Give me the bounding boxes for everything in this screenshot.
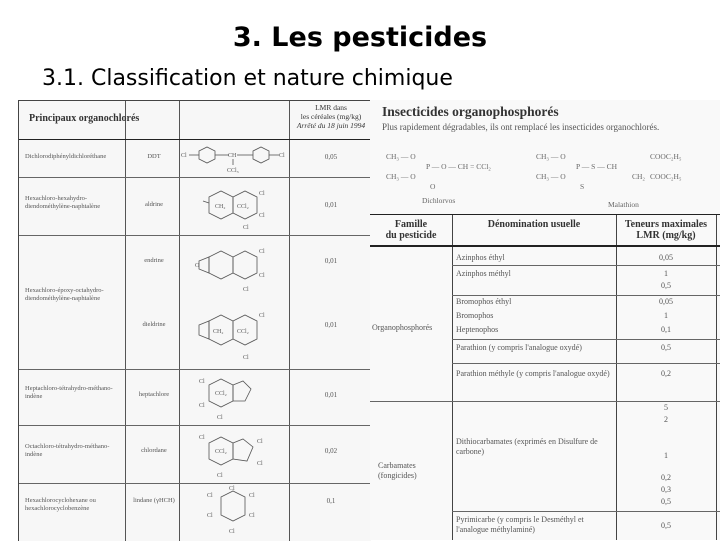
svg-text:Cl: Cl: [199, 435, 205, 441]
organophosphate-subtitle: Plus rapidement dégradables, ils ont remplacé les insecticides organochlorés.: [382, 122, 660, 132]
svg-text:Cl: Cl: [229, 529, 235, 535]
svg-text:CCl₂: CCl₂: [237, 204, 249, 210]
chlordane-structure-icon: [179, 429, 289, 481]
heptachlore-structure-icon: [179, 371, 289, 423]
svg-text:O: O: [195, 263, 200, 269]
svg-text:Cl: Cl: [257, 461, 263, 467]
list-item: Bromophos éthyl: [456, 297, 512, 306]
svg-text:Cl: Cl: [259, 213, 265, 219]
svg-text:Cl: Cl: [229, 486, 235, 492]
svg-text:Cl: Cl: [243, 355, 249, 361]
organochlorine-table-image: [18, 100, 371, 541]
list-item: Azinphos méthyl: [456, 269, 511, 278]
svg-text:Cl: Cl: [243, 287, 249, 293]
svg-text:CCl₃: CCl₃: [227, 168, 239, 174]
aldrine-structure-icon: [179, 181, 289, 233]
list-item: Azinphos éthyl: [456, 253, 505, 262]
table-row: Hexachloro-hexahydro-diendométhylène-naphtalène aldrine CH₂ CCl₂ Cl Cl Cl 0,01: [19, 177, 371, 236]
organophosphate-table: Famille du pesticide Dénomination usuelle Teneurs maximales LMR (mg/kg) Organophosphorés Carbamates (fongicides) Azinphos éthyl 0,05 Azinphos méthyl 1 0,5 Bromophos éthyl 0,05 Bromophos 1 Heptenophos 0,1 Parathion (y compris l'analogue oxydé) 0,5 Parathion méthyle (y compris l'analogue oxydé) 0,2 Dithiocarbamates (exprimés en Disulfure de carbone) 5 2 1 0,2 0,3 0,5 Pyrimicarbe (y compris le Desméthyl et l'analogue méthylaminé) 0,5: [370, 214, 720, 540]
svg-text:Cl: Cl: [249, 493, 255, 499]
family-organophosphores: Organophosphorés: [372, 323, 433, 332]
svg-text:Cl: Cl: [243, 225, 249, 231]
list-item: Dithiocarbamates (exprimés en Disulfure de carbone): [456, 437, 598, 456]
svg-text:Cl: Cl: [181, 153, 187, 159]
svg-text:CCl₂: CCl₂: [215, 449, 227, 455]
list-item: Bromophos: [456, 311, 494, 320]
famille-header: Famille du pesticide: [385, 219, 437, 241]
svg-text:Cl: Cl: [259, 249, 265, 255]
dieldrine-structure-icon: [179, 303, 289, 363]
table-row: Heptachloro-tétrahydro-méthano-indène heptachlore CCl₂ Cl Cl Cl 0,01: [19, 369, 371, 426]
svg-text:Cl: Cl: [279, 153, 285, 159]
slide-title: 3. Les pesticides: [232, 22, 488, 53]
family-carbamates: Carbamates (fongicides): [378, 461, 417, 480]
svg-text:CH₂: CH₂: [215, 204, 226, 210]
svg-text:Cl: Cl: [257, 439, 263, 445]
malathion-caption: Malathion: [608, 200, 639, 209]
table-row: Hexachloro-époxy-octahydro-diendométhylène-naphtalène endrine dieldrine O Cl Cl Cl CH₂ CCl₂ Cl Cl 0,01 0,01: [19, 235, 371, 370]
svg-text:CCl₂: CCl₂: [237, 329, 249, 335]
svg-text:CH: CH: [228, 153, 237, 159]
svg-text:Cl: Cl: [259, 273, 265, 279]
teneurs-header: Teneurs maximales LMR (mg/kg): [624, 219, 708, 241]
organochlorine-table-header: [19, 101, 371, 140]
lindane-structure-icon: [179, 485, 289, 539]
svg-text:CH₂: CH₂: [213, 329, 224, 335]
svg-text:CCl₂: CCl₂: [215, 391, 227, 397]
svg-text:Cl: Cl: [259, 191, 265, 197]
list-item: Pyrimicarbe (y compris le Desméthyl et l'analogue méthylaminé): [456, 515, 584, 534]
slide-subtitle: 3.1. Classification et nature chimique: [42, 66, 453, 91]
table-row: Octachloro-tétrahydro-méthano-indène chlordane CCl₂ Cl Cl Cl Cl 0,02: [19, 425, 371, 484]
list-item: Parathion (y compris l'analogue oxydé): [456, 343, 582, 352]
list-item: Heptenophos: [456, 325, 499, 334]
ddt-structure-icon: [179, 143, 289, 175]
svg-text:Cl: Cl: [217, 473, 223, 479]
svg-text:Cl: Cl: [217, 415, 223, 421]
svg-text:Cl: Cl: [199, 379, 205, 385]
svg-text:Cl: Cl: [259, 313, 265, 319]
lmr-header: LMR dans les céréales (mg/kg) Arrêté du 18 juin 1994: [296, 103, 366, 130]
svg-text:Cl: Cl: [249, 513, 255, 519]
svg-text:Cl: Cl: [199, 403, 205, 409]
denomination-header: Dénomination usuelle: [487, 219, 581, 230]
table-row: Hexachlorocyclohexane ou hexachlorocyclobenzène lindane (γHCH) Cl Cl Cl Cl Cl Cl 0,1: [19, 483, 371, 541]
list-item: Parathion méthyle (y compris l'analogue oxydé): [456, 369, 610, 378]
organochlorine-header-label: Principaux organochlorés: [29, 113, 140, 124]
table-row: Dichlorodiphényldichloréthane DDT Cl Cl CH CCl₃ 0,05: [19, 139, 371, 178]
svg-text:Cl: Cl: [207, 493, 213, 499]
endrine-structure-icon: [179, 239, 289, 295]
dichlorvos-caption: Dichlorvos: [422, 196, 456, 205]
organophosphate-title: Insecticides organophosphorés: [382, 104, 559, 119]
organophosphate-panel-image: Insecticides organophosphorés Plus rapidement dégradables, ils ont remplacé les insecticides organochlorés. CH₃ — O P — O — CH = CCl₂ CH₃ — O O Dichlorvos CH₃ — O P — S — CH COOC₂H₅ CH₃ — O CH₂ COOC₂H₅ S Malathion Famille du pesticide Dénomination usuelle Teneurs maximales LMR (mg/kg) Organophosphorés Carbamates (fongicides) Azinphos éthyl 0,05 Azinphos méthyl 1 0,5 Bromophos éthyl 0,05 Bromophos 1 Heptenophos 0,1 Parathion (y compris l'analogue oxydé) 0,5 Parathion méthyle (y compris l'analogue oxydé) 0,2 Dithiocarbamates (exprimés en Disulfure de carbone) 5 2 1 0,2 0,3 0,5 Pyrimicarbe (y compris le Desméthyl et l'analogue méthylaminé) 0,5: [370, 100, 720, 540]
svg-text:Cl: Cl: [207, 513, 213, 519]
